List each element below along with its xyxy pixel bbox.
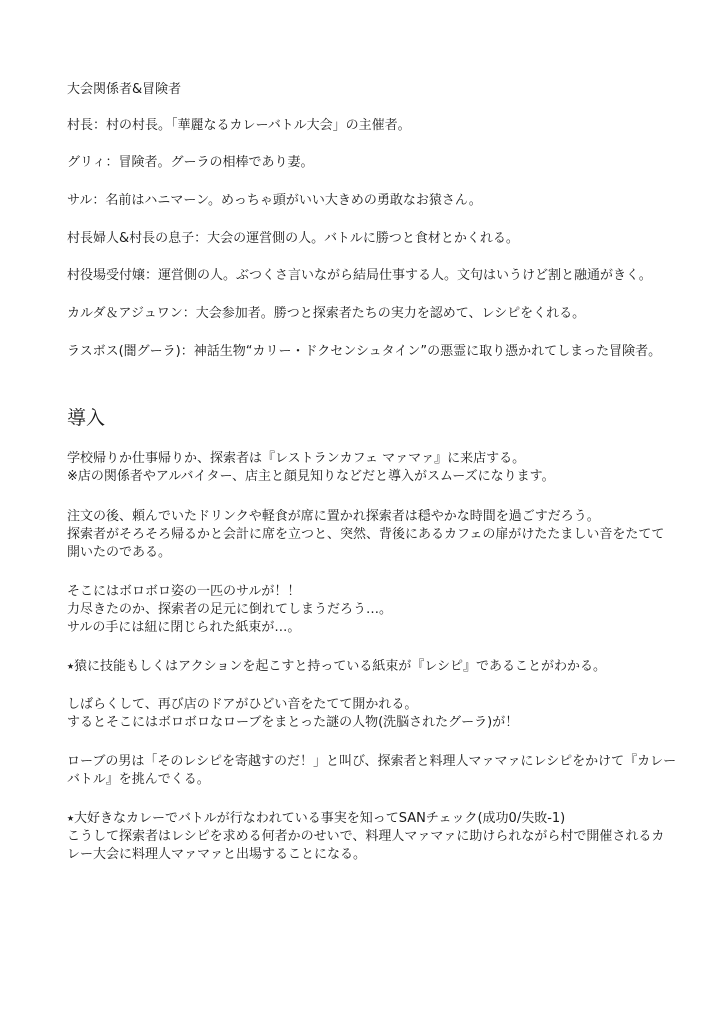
intro-line: 探索者がそろそろ帰るかと会計に席を立つと、突然、背後にあるカフェの扉がけたたましい音をたてて [67,527,665,542]
cast-entry-chief-family: 村長婦人&村長の息子：大会の運営側の人。バトルに勝つと食材とかくれる。 [67,231,519,246]
intro-line: 学校帰りか仕事帰りか、探索者は『レストランカフェ マァマァ』に来店する。 [67,451,526,466]
cast-entry-gurii: グリィ：冒険者。グーラの相棒であり妻。 [67,155,314,170]
cast-entry-final-boss: ラスボス(闇グーラ)：神話生物“カリー・ドクセンシュタイン”の悪霊に取り憑かれてしまった冒険者。 [67,344,662,359]
intro-paragraph [67,658,692,676]
cast-heading: 大会関係者&冒険者 [67,82,182,97]
intro-line: しばらくして、再び店のドアがひどい音をたてて開かれる。 [67,697,418,712]
intro-line: ⭑猿に技能もしくはアクションを起こすと持っている紙束が『レシピ』であることがわかる。 [67,659,607,674]
intro-paragraph [67,696,692,732]
cast-entry-village-chief: 村長：村の村長。「華麗なるカレーバトル大会」の主催者。 [67,118,411,133]
cast-entry-receptionist: 村役場受付嬢：運営側の人。ぶつくさ言いながら結局仕事する人。文句はいうけど割と融通がきく。 [67,268,652,283]
cast-entry-karuda-ajwan: カルダ＆アジュワン：大会参加者。勝つと探索者たちの実力を認めて、レシピをくれる。 [67,306,586,321]
intro-line: サルの手には紐に閉じられた紙束が…。 [67,620,301,635]
intro-paragraph [67,753,692,789]
cast-entry-monkey: サル：名前はハニマーン。めっちゃ頭がいい大きめの勇敢なお猿さん。 [67,193,482,208]
intro-line: するとそこにはボロボロなローブをまとった謎の人物(洗脳されたグーラ)が！ [67,715,519,730]
intro-paragraph [67,583,692,637]
intro-line: 開いたのである。 [67,545,172,560]
intro-paragraph [67,450,692,486]
intro-heading: 導入 [67,407,106,429]
intro-line: ⭑大好きなカレーでバトルが行なわれている事実を知ってSANチェック(成功0/失敗-1) [67,811,566,826]
intro-line: 力尽きたのか、探索者の足元に倒れてしまうだろう…。 [67,602,393,617]
intro-line: ローブの男は「そのレシピを寄越すのだ！」と叫び、探索者と料理人マァマァにレシピをかけて『カレー [67,754,677,769]
intro-paragraph [67,508,692,562]
intro-line: バトル』を挑んでくる。 [67,772,210,787]
intro-line: レー大会に料理人マァマァと出場することになる。 [67,847,367,862]
intro-line: こうして探索者はレシピを求める何者かのせいで、料理人マァマァに助けられながら村で開催されるカ [67,829,665,844]
intro-line: 注文の後、頼んでいたドリンクや軽食が席に置かれ探索者は穏やかな時間を過ごすだろう。 [67,509,600,524]
intro-line: ※店の関係者やアルバイター、店主と顔見知りなどだと導入がスムーズになります。 [67,469,555,484]
intro-paragraph [67,810,692,864]
intro-line: そこにはボロボロ姿の一匹のサルが！！ [67,584,301,599]
